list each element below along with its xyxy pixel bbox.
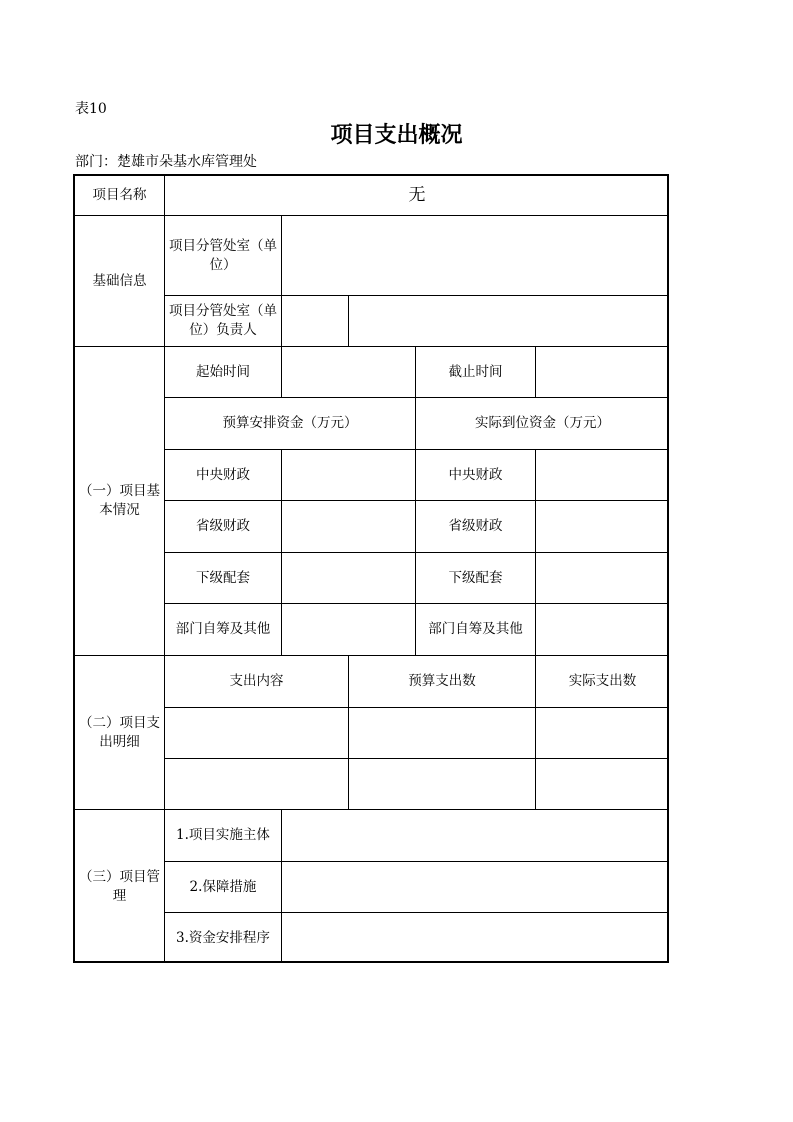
page-title: 项目支出概况 xyxy=(330,123,463,148)
office-value-cell xyxy=(282,216,669,296)
end-time-value-cell xyxy=(536,347,669,398)
management-item-3-value xyxy=(282,913,669,963)
management-item-2-label: 2.保障措施 xyxy=(165,862,282,913)
budget-expense-header: 预算支出数 xyxy=(349,656,536,708)
table-number: 表10 xyxy=(75,101,107,117)
budget-central-cell xyxy=(282,450,416,501)
office-head-label: 项目分管处室（单位）负责人 xyxy=(165,296,282,347)
actual-central-label: 中央财政 xyxy=(416,450,536,501)
expense-row-1-content xyxy=(165,708,349,759)
management-item-1-label: 1.项目实施主体 xyxy=(165,810,282,862)
start-time-label: 起始时间 xyxy=(165,347,282,398)
office-head-extra-cell xyxy=(349,296,669,347)
actual-provincial-cell xyxy=(536,501,669,553)
actual-central-cell xyxy=(536,450,669,501)
project-name-label: 项目名称 xyxy=(75,176,165,216)
management-item-1-value xyxy=(282,810,669,862)
actual-funds-header: 实际到位资金（万元） xyxy=(416,398,669,450)
budget-lower-label: 下级配套 xyxy=(165,553,282,604)
actual-lower-cell xyxy=(536,553,669,604)
section1-label: （一）项目基本情况 xyxy=(75,347,165,656)
management-item-3-label: 3.资金安排程序 xyxy=(165,913,282,963)
section2-label: （二）项目支出明细 xyxy=(75,656,165,810)
budget-provincial-label: 省级财政 xyxy=(165,501,282,553)
expense-row-2-actual xyxy=(536,759,669,810)
budget-self-cell xyxy=(282,604,416,656)
actual-self-label: 部门自筹及其他 xyxy=(416,604,536,656)
office-label: 项目分管处室（单位） xyxy=(165,216,282,296)
actual-lower-label: 下级配套 xyxy=(416,553,536,604)
budget-lower-cell xyxy=(282,553,416,604)
expense-content-header: 支出内容 xyxy=(165,656,349,708)
project-name-value: 无 xyxy=(165,176,669,216)
project-expenditure-table xyxy=(73,174,669,963)
office-head-value-cell xyxy=(282,296,349,347)
expense-row-2-content xyxy=(165,759,349,810)
budget-funds-header: 预算安排资金（万元） xyxy=(165,398,416,450)
basic-info-section-label: 基础信息 xyxy=(75,216,165,347)
section3-label: （三）项目管理 xyxy=(75,810,165,963)
expense-row-1-actual xyxy=(536,708,669,759)
end-time-label: 截止时间 xyxy=(416,347,536,398)
expense-row-2-budget xyxy=(349,759,536,810)
actual-self-cell xyxy=(536,604,669,656)
management-item-2-value xyxy=(282,862,669,913)
expense-row-1-budget xyxy=(349,708,536,759)
budget-central-label: 中央财政 xyxy=(165,450,282,501)
budget-self-label: 部门自筹及其他 xyxy=(165,604,282,656)
budget-provincial-cell xyxy=(282,501,416,553)
actual-expense-header: 实际支出数 xyxy=(536,656,669,708)
start-time-value-cell xyxy=(282,347,416,398)
actual-provincial-label: 省级财政 xyxy=(416,501,536,553)
department-label: 部门：楚雄市朵基水库管理处 xyxy=(75,154,257,170)
